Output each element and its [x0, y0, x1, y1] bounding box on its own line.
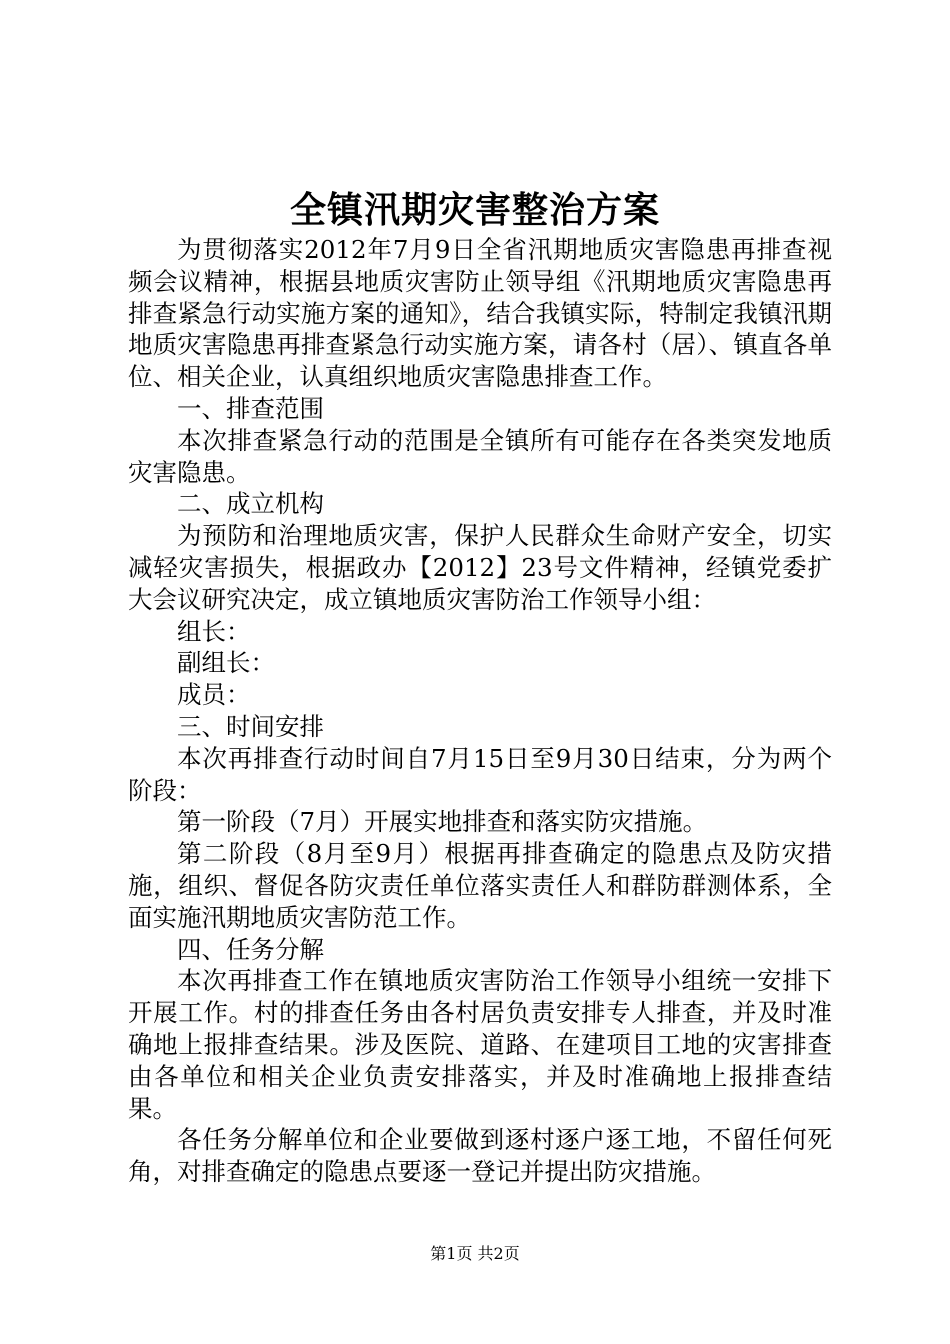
paragraph-phase-two: 第二阶段（8月至9月）根据再排查确定的隐患点及防灾措施，组织、督促各防灾责任单位落实责任人和群防群测体系，全面实施汛期地质灾害防范工作。	[128, 839, 832, 932]
role-members: 成员：	[177, 680, 251, 710]
document-title: 全镇汛期灾害整治方案	[289, 189, 660, 231]
section-heading-organization: 二、成立机构	[177, 489, 324, 519]
document-body	[128, 234, 832, 1188]
paragraph-phase-one: 第一阶段（7月）开展实地排查和落实防灾措施。	[177, 807, 708, 837]
paragraph-organization: 为预防和治理地质灾害，保护人民群众生命财产安全，切实减轻灾害损失，根据政办【2012】23号文件精神，经镇党委扩大会议研究决定，成立镇地质灾害防治工作领导小组：	[128, 521, 832, 614]
paragraph-schedule: 本次再排查行动时间自7月15日至9月30日结束，分为两个阶段：	[128, 743, 832, 805]
role-deputy-leader: 副组长：	[177, 648, 275, 678]
page-footer: 第1页 共2页	[430, 1244, 520, 1263]
section-heading-schedule: 三、时间安排	[177, 711, 324, 741]
paragraph-scope: 本次排查紧急行动的范围是全镇所有可能存在各类突发地质灾害隐患。	[128, 425, 832, 487]
paragraph-intro: 为贯彻落实2012年7月9日全省汛期地质灾害隐患再排查视频会议精神，根据县地质灾害防止领导组《汛期地质灾害隐患再排查紧急行动实施方案的通知》，结合我镇实际，特制定我镇汛期地质灾害隐患再排查紧急行动实施方案，请各村（居）、镇直各单位、相关企业，认真组织地质灾害隐患排查工作。	[128, 235, 832, 392]
section-heading-tasks: 四、任务分解	[177, 934, 324, 964]
paragraph-tasks: 本次再排查工作在镇地质灾害防治工作领导小组统一安排下开展工作。村的排查任务由各村居负责安排专人排查，并及时准确地上报排查结果。涉及医院、道路、在建项目工地的灾害排查由各单位和相关企业负责安排落实，并及时准确地上报排查结果。	[128, 966, 832, 1123]
section-heading-scope: 一、排查范围	[177, 393, 324, 423]
role-leader: 组长：	[177, 616, 251, 646]
paragraph-tasks-requirement: 各任务分解单位和企业要做到逐村逐户逐工地，不留任何死角，对排查确定的隐患点要逐一登记并提出防灾措施。	[128, 1125, 832, 1187]
